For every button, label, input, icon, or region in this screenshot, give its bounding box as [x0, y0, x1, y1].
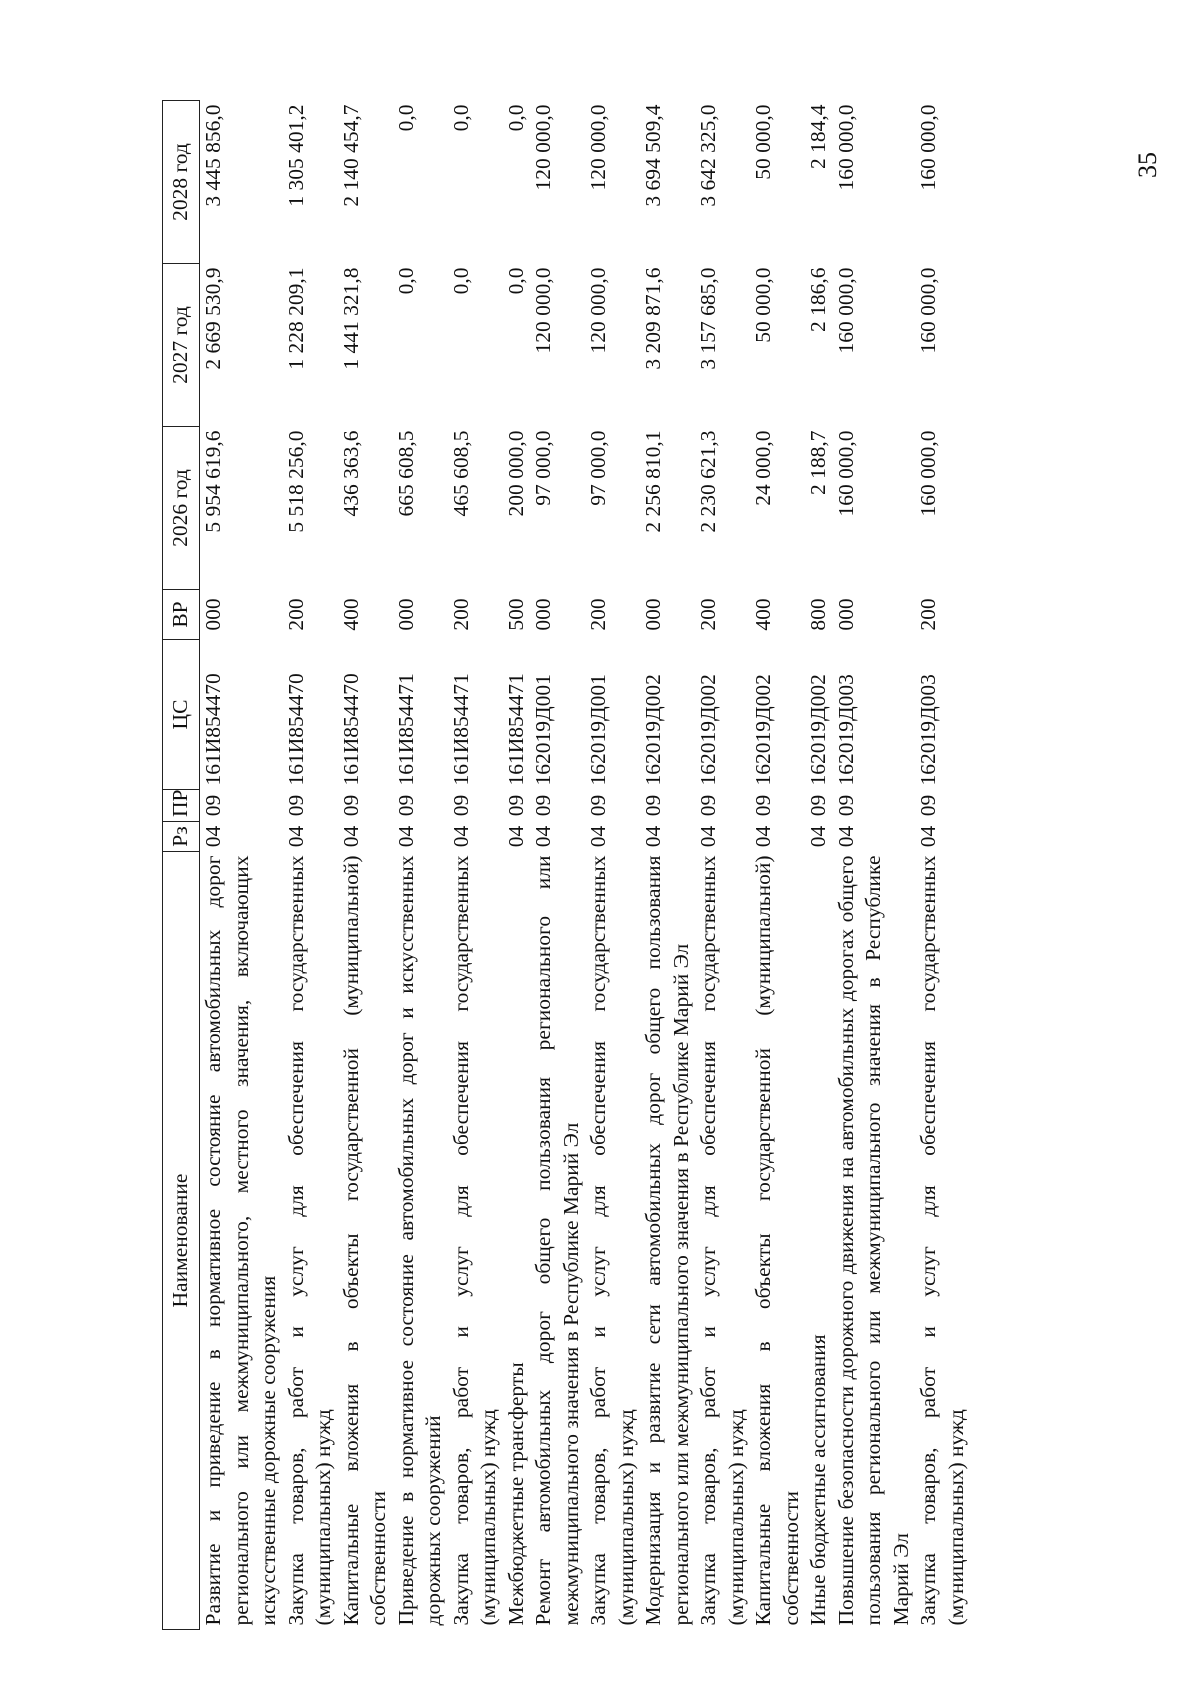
row-2027: 0,0: [448, 267, 473, 295]
row-2028: 160 000,0: [916, 104, 940, 191]
row-2026: 24 000,0: [751, 430, 775, 506]
row-rz: 04: [393, 825, 418, 848]
row-2026: 200 000,0: [503, 430, 528, 517]
row-2027: 1 228 209,1: [283, 267, 308, 370]
row-pr: 09: [641, 794, 665, 817]
table-row: [750, 101, 805, 1630]
row-cs: 162019Д002: [696, 674, 720, 786]
row-2027: 2 669 530,9: [201, 267, 225, 370]
row-cs: 161И854470: [338, 673, 363, 786]
row-2026: 2 188,7: [806, 430, 830, 495]
row-2027: 160 000,0: [833, 267, 858, 354]
row-pr: 09: [751, 794, 775, 817]
row-name: Приведение в нормативное состояние автомобильных дорог и искусственных дорожных сооружений: [393, 855, 445, 1626]
row-rz: 04: [641, 825, 665, 848]
row-vr: 000: [833, 598, 858, 631]
row-rz: 04: [448, 825, 473, 848]
header-vr: ВР: [163, 590, 200, 640]
row-name: Ремонт автомобильных дорог общего пользования регионального или межмуниципального значения в Республике Марий Эл: [531, 855, 583, 1626]
row-2028: 2 184,4: [806, 104, 830, 169]
row-pr: 09: [806, 794, 830, 817]
rotated-page-content: [162, 100, 1200, 1630]
table-row: [915, 101, 970, 1630]
row-cs: 161И854471: [393, 673, 418, 786]
row-rz: 04: [503, 825, 528, 848]
row-rz: 04: [833, 825, 858, 848]
row-2027: 160 000,0: [916, 267, 940, 354]
row-2026: 2 230 621,3: [696, 430, 720, 533]
row-2028: 120 000,0: [586, 104, 610, 191]
row-vr: 200: [586, 598, 610, 631]
row-pr: 09: [696, 794, 720, 817]
row-cs: 162019Д002: [806, 674, 830, 786]
row-name: Капитальные вложения в объекты государственной (муниципальной) собственности: [338, 855, 390, 1626]
row-vr: 000: [201, 598, 225, 631]
header-cs: ЦС: [163, 640, 200, 790]
row-2028: 1 305 401,2: [283, 104, 308, 207]
row-2027: 120 000,0: [531, 267, 555, 354]
row-2028: 160 000,0: [833, 104, 858, 191]
row-vr: 200: [283, 598, 308, 631]
row-rz: 04: [751, 825, 775, 848]
row-rz: 04: [586, 825, 610, 848]
row-2028: 120 000,0: [531, 104, 555, 191]
header-2027: 2027 год: [163, 264, 200, 427]
row-2027: 3 157 685,0: [696, 267, 720, 370]
row-pr: 09: [448, 794, 473, 817]
table-row: [448, 101, 503, 1630]
row-cs: 162019Д002: [641, 674, 665, 786]
row-vr: 000: [393, 598, 418, 631]
row-name: Развитие и приведение в нормативное состояние автомобильных дорог регионального или межмуниципального, местного значения, включающих искусственные дорожные сооружения: [201, 855, 280, 1626]
row-rz: 04: [531, 825, 555, 848]
row-name: Закупка товаров, работ и услуг для обеспечения государственных (муниципальных) нужд: [696, 855, 748, 1626]
row-2026: 160 000,0: [916, 430, 940, 517]
table-row: [695, 101, 750, 1630]
table-row: [283, 101, 338, 1630]
row-pr: 09: [338, 794, 363, 817]
row-2027: 50 000,0: [751, 267, 775, 343]
row-2026: 436 363,6: [338, 430, 363, 517]
row-pr: 09: [916, 794, 940, 817]
table-row: [833, 101, 916, 1630]
table-row: [503, 101, 531, 1630]
row-vr: 200: [696, 598, 720, 631]
page-number: 35: [1133, 152, 1162, 178]
row-2026: 160 000,0: [833, 430, 858, 517]
row-2028: 50 000,0: [751, 104, 775, 180]
row-vr: 500: [503, 598, 528, 631]
row-vr: 400: [751, 598, 775, 631]
table-row: [640, 101, 695, 1630]
row-name: Иные бюджетные ассигнования: [806, 1334, 830, 1626]
row-2028: 3 445 856,0: [201, 104, 225, 207]
row-2027: 120 000,0: [586, 267, 610, 354]
row-pr: 09: [531, 794, 555, 817]
row-rz: 04: [283, 825, 308, 848]
row-2028: 0,0: [393, 104, 418, 132]
row-2028: 2 140 454,7: [338, 104, 363, 207]
row-cs: 161И854471: [503, 673, 528, 786]
row-name: Закупка товаров, работ и услуг для обеспечения государственных (муниципальных) нужд: [283, 855, 335, 1626]
row-cs: 162019Д003: [833, 674, 858, 786]
row-2026: 5 518 256,0: [283, 430, 308, 533]
row-vr: 400: [338, 598, 363, 631]
row-2026: 2 256 810,1: [641, 430, 665, 533]
table-row: [805, 101, 833, 1630]
row-vr: 200: [448, 598, 473, 631]
table-row: [338, 101, 393, 1630]
row-cs: 162019Д002: [751, 674, 775, 786]
table-row: [200, 101, 283, 1630]
row-pr: 09: [833, 794, 858, 817]
row-2027: 0,0: [503, 267, 528, 295]
row-name: Закупка товаров, работ и услуг для обеспечения государственных (муниципальных) нужд: [448, 855, 500, 1626]
row-cs: 162019Д001: [531, 674, 555, 786]
row-pr: 09: [586, 794, 610, 817]
table-row: [393, 101, 448, 1630]
row-rz: 04: [338, 825, 363, 848]
row-2026: 97 000,0: [531, 430, 555, 506]
header-pr: ПР: [163, 790, 200, 822]
header-2026: 2026 год: [163, 427, 200, 590]
row-name: Закупка товаров, работ и услуг для обеспечения государственных (муниципальных) нужд: [586, 855, 638, 1626]
row-vr: 800: [806, 598, 830, 631]
table-body: [200, 101, 971, 1630]
row-pr: 09: [393, 794, 418, 817]
row-2026: 5 954 619,6: [201, 430, 225, 533]
row-pr: 09: [283, 794, 308, 817]
row-vr: 000: [531, 598, 555, 631]
row-2026: 465 608,5: [448, 430, 473, 517]
row-2028: 0,0: [503, 104, 528, 132]
row-rz: 04: [806, 825, 830, 848]
table-header-row: [163, 101, 200, 1630]
row-cs: 162019Д001: [586, 674, 610, 786]
row-2027: 1 441 321,8: [338, 267, 363, 370]
row-vr: 000: [641, 598, 665, 631]
header-name: Наименование: [163, 852, 200, 1630]
table-row: [530, 101, 585, 1630]
row-rz: 04: [201, 825, 225, 848]
header-2028: 2028 год: [163, 101, 200, 264]
row-rz: 04: [916, 825, 940, 848]
row-name: Модернизация и развитие сети автомобильных дорог общего пользования регионального или межмуниципального значения в Республике Марий Эл: [641, 855, 693, 1626]
budget-table: [162, 100, 970, 1630]
row-cs: 161И854471: [448, 673, 473, 786]
row-2028: 0,0: [448, 104, 473, 132]
row-name: Межбюджетные трансферты: [503, 1362, 528, 1626]
row-2027: 0,0: [393, 267, 418, 295]
header-rz: Рз: [163, 822, 200, 852]
row-cs: 161И854470: [283, 673, 308, 786]
table-row: [585, 101, 640, 1630]
row-cs: 161И854470: [201, 673, 225, 786]
row-pr: 09: [201, 794, 225, 817]
row-2027: 3 209 871,6: [641, 267, 665, 370]
row-pr: 09: [503, 794, 528, 817]
row-2028: 3 642 325,0: [696, 104, 720, 207]
row-2026: 97 000,0: [586, 430, 610, 506]
row-2026: 665 608,5: [393, 430, 418, 517]
row-2027: 2 186,6: [806, 267, 830, 332]
row-name: Повышение безопасности дорожного движения на автомобильных дорогах общего пользования регионального или межмуниципального значения в Республике Марий Эл: [833, 855, 913, 1626]
row-rz: 04: [696, 825, 720, 848]
row-name: Закупка товаров, работ и услуг для обеспечения государственных (муниципальных) нужд: [916, 855, 968, 1626]
row-cs: 162019Д003: [916, 674, 940, 786]
row-2028: 3 694 509,4: [641, 104, 665, 207]
row-vr: 200: [916, 598, 940, 631]
row-name: Капитальные вложения в объекты государственной (муниципальной) собственности: [751, 855, 803, 1626]
